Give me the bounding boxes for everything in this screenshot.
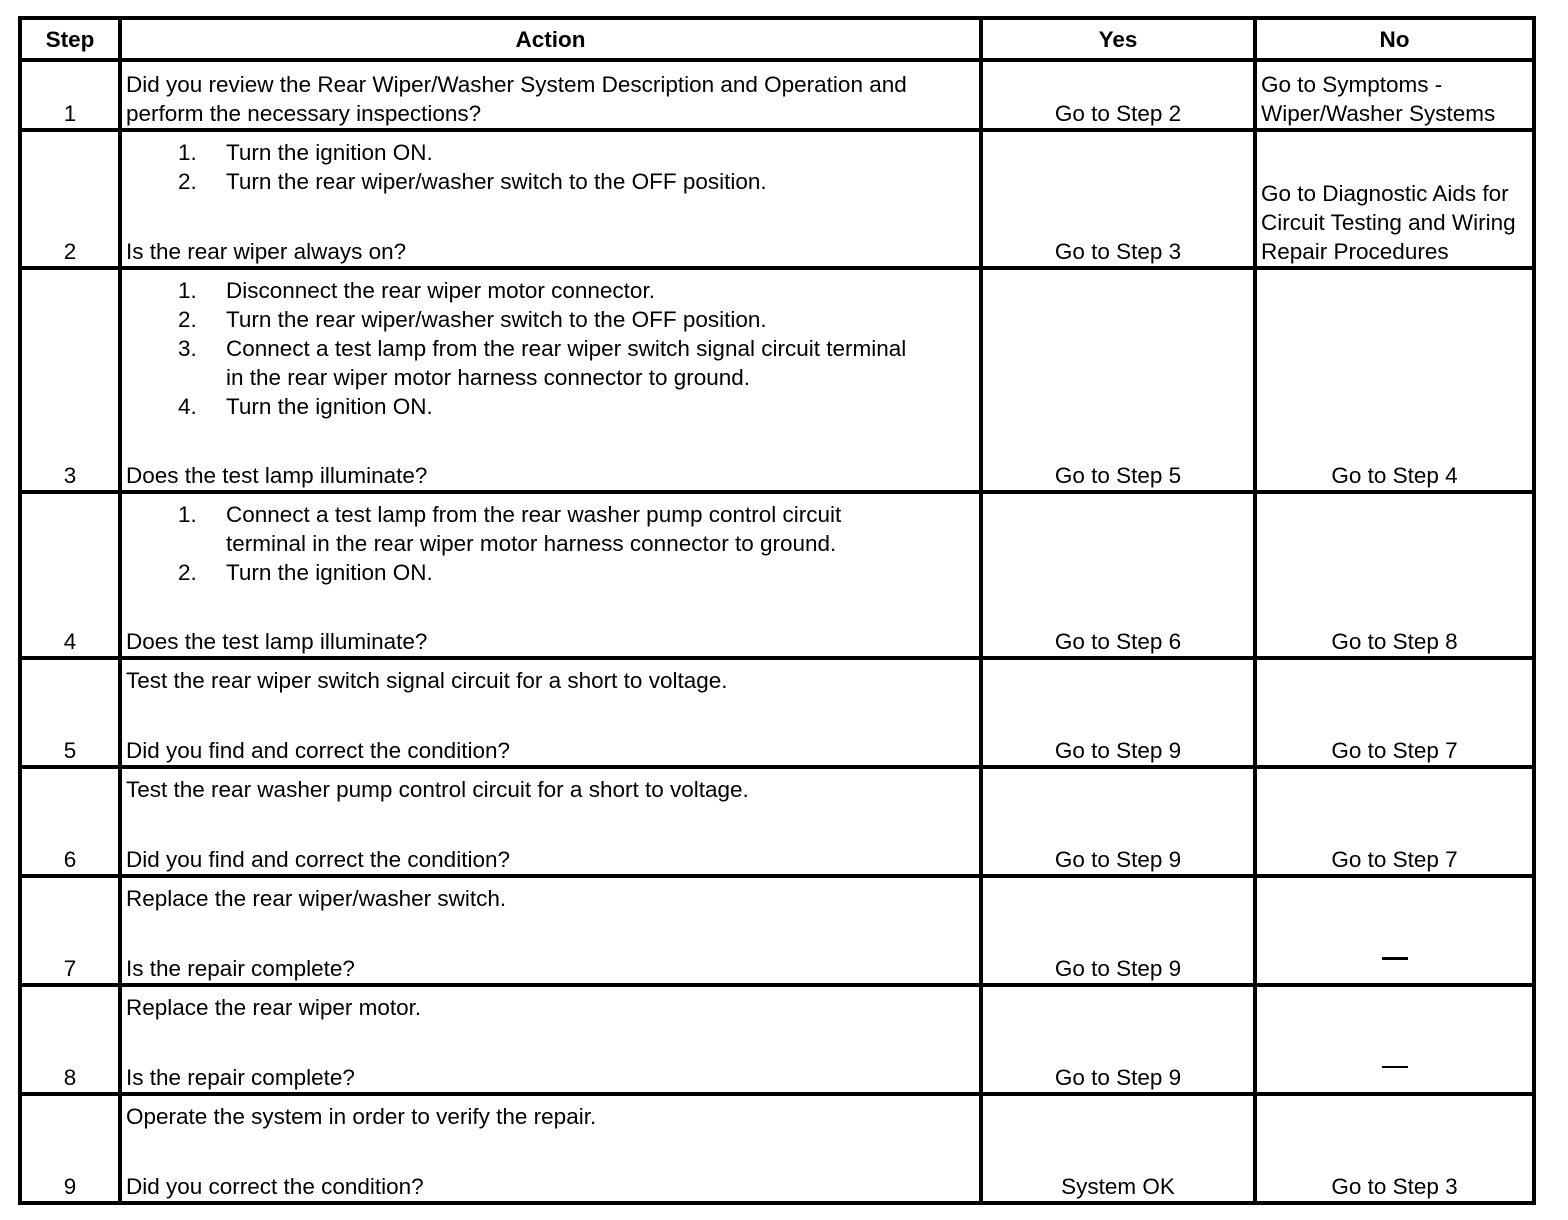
no-cell: Go to Step 7	[1255, 767, 1534, 876]
table-row	[20, 658, 1534, 767]
header-yes: Yes	[981, 18, 1255, 60]
step-number: 4	[20, 492, 120, 658]
yes-cell: System OK	[981, 1094, 1255, 1203]
action-cell	[120, 1094, 981, 1203]
action-steps	[126, 138, 975, 196]
yes-cell: Go to Step 9	[981, 876, 1255, 985]
yes-cell: Go to Step 9	[981, 658, 1255, 767]
action-intro: Replace the rear wiper/washer switch.	[126, 886, 507, 911]
yes-cell: Go to Step 6	[981, 492, 1255, 658]
action-question: Does the test lamp illuminate?	[126, 629, 428, 654]
dash-icon	[1382, 957, 1408, 960]
action-step: 1. Connect a test lamp from the rear washer pump control circuit terminal in the rear wiper motor harness connector to ground.	[178, 502, 842, 556]
yes-cell: Go to Step 2	[981, 60, 1255, 130]
step-number: 2	[20, 130, 120, 268]
action-intro: Operate the system in order to verify the repair.	[126, 1104, 597, 1129]
table-row	[20, 985, 1534, 1094]
no-cell: Go to Step 4	[1255, 268, 1534, 492]
action-cell	[120, 767, 981, 876]
step-number: 6	[20, 767, 120, 876]
table-row	[20, 130, 1534, 268]
action-cell	[120, 492, 981, 658]
yes-cell: Go to Step 3	[981, 130, 1255, 268]
step-number: 7	[20, 876, 120, 985]
step-number: 9	[20, 1094, 120, 1203]
action-cell	[120, 60, 981, 130]
no-cell: Go to Diagnostic Aids for Circuit Testing and Wiring Repair Procedures	[1255, 130, 1534, 268]
yes-cell: Go to Step 9	[981, 767, 1255, 876]
action-step: 2. Turn the rear wiper/washer switch to the OFF position.	[178, 169, 767, 194]
action-question: Does the test lamp illuminate?	[126, 463, 428, 488]
action-question: Did you find and correct the condition?	[126, 847, 510, 872]
action-steps	[126, 276, 975, 421]
action-step: 2. Turn the rear wiper/washer switch to the OFF position.	[178, 307, 767, 332]
action-cell	[120, 985, 981, 1094]
header-action: Action	[120, 18, 981, 60]
action-question: Is the rear wiper always on?	[126, 239, 407, 264]
no-cell: Go to Step 3	[1255, 1094, 1534, 1203]
action-question: Is the repair complete?	[126, 956, 355, 981]
step-number: 8	[20, 985, 120, 1094]
header-row	[20, 18, 1534, 60]
action-cell	[120, 268, 981, 492]
step-number: 3	[20, 268, 120, 492]
action-question: Did you correct the condition?	[126, 1174, 424, 1199]
step-number: 5	[20, 658, 120, 767]
no-cell	[1255, 876, 1534, 985]
no-cell: Go to Step 8	[1255, 492, 1534, 658]
action-step: 3. Connect a test lamp from the rear wiper switch signal circuit terminal in the rear wiper motor harness connector to ground.	[178, 336, 907, 390]
action-cell	[120, 876, 981, 985]
action-steps	[126, 500, 975, 587]
action-step: 2. Turn the ignition ON.	[178, 560, 433, 585]
no-cell: Go to Step 7	[1255, 658, 1534, 767]
action-step: 1. Disconnect the rear wiper motor connector.	[178, 278, 655, 303]
action-question: Did you find and correct the condition?	[126, 738, 510, 763]
action-step: 1. Turn the ignition ON.	[178, 140, 433, 165]
yes-cell: Go to Step 5	[981, 268, 1255, 492]
action-intro: Did you review the Rear Wiper/Washer System Description and Operation and perform the necessary inspections?	[126, 72, 907, 126]
table-row	[20, 60, 1534, 130]
action-intro: Replace the rear wiper motor.	[126, 995, 422, 1020]
table-row	[20, 767, 1534, 876]
action-cell	[120, 130, 981, 268]
table-row	[20, 492, 1534, 658]
no-cell: Go to Symptoms - Wiper/Washer Systems	[1255, 60, 1534, 130]
action-intro: Test the rear washer pump control circuit for a short to voltage.	[126, 777, 749, 802]
step-number: 1	[20, 60, 120, 130]
header-no: No	[1255, 18, 1534, 60]
no-cell	[1255, 985, 1534, 1094]
table-row	[20, 876, 1534, 985]
header-step: Step	[20, 18, 120, 60]
yes-cell: Go to Step 9	[981, 985, 1255, 1094]
table-row	[20, 1094, 1534, 1203]
dash-icon	[1382, 1066, 1408, 1068]
table-row	[20, 268, 1534, 492]
action-question: Is the repair complete?	[126, 1065, 355, 1090]
action-cell	[120, 658, 981, 767]
action-step: 4. Turn the ignition ON.	[178, 394, 433, 419]
action-intro: Test the rear wiper switch signal circuit for a short to voltage.	[126, 668, 728, 693]
diagnostic-table	[18, 16, 1536, 1205]
